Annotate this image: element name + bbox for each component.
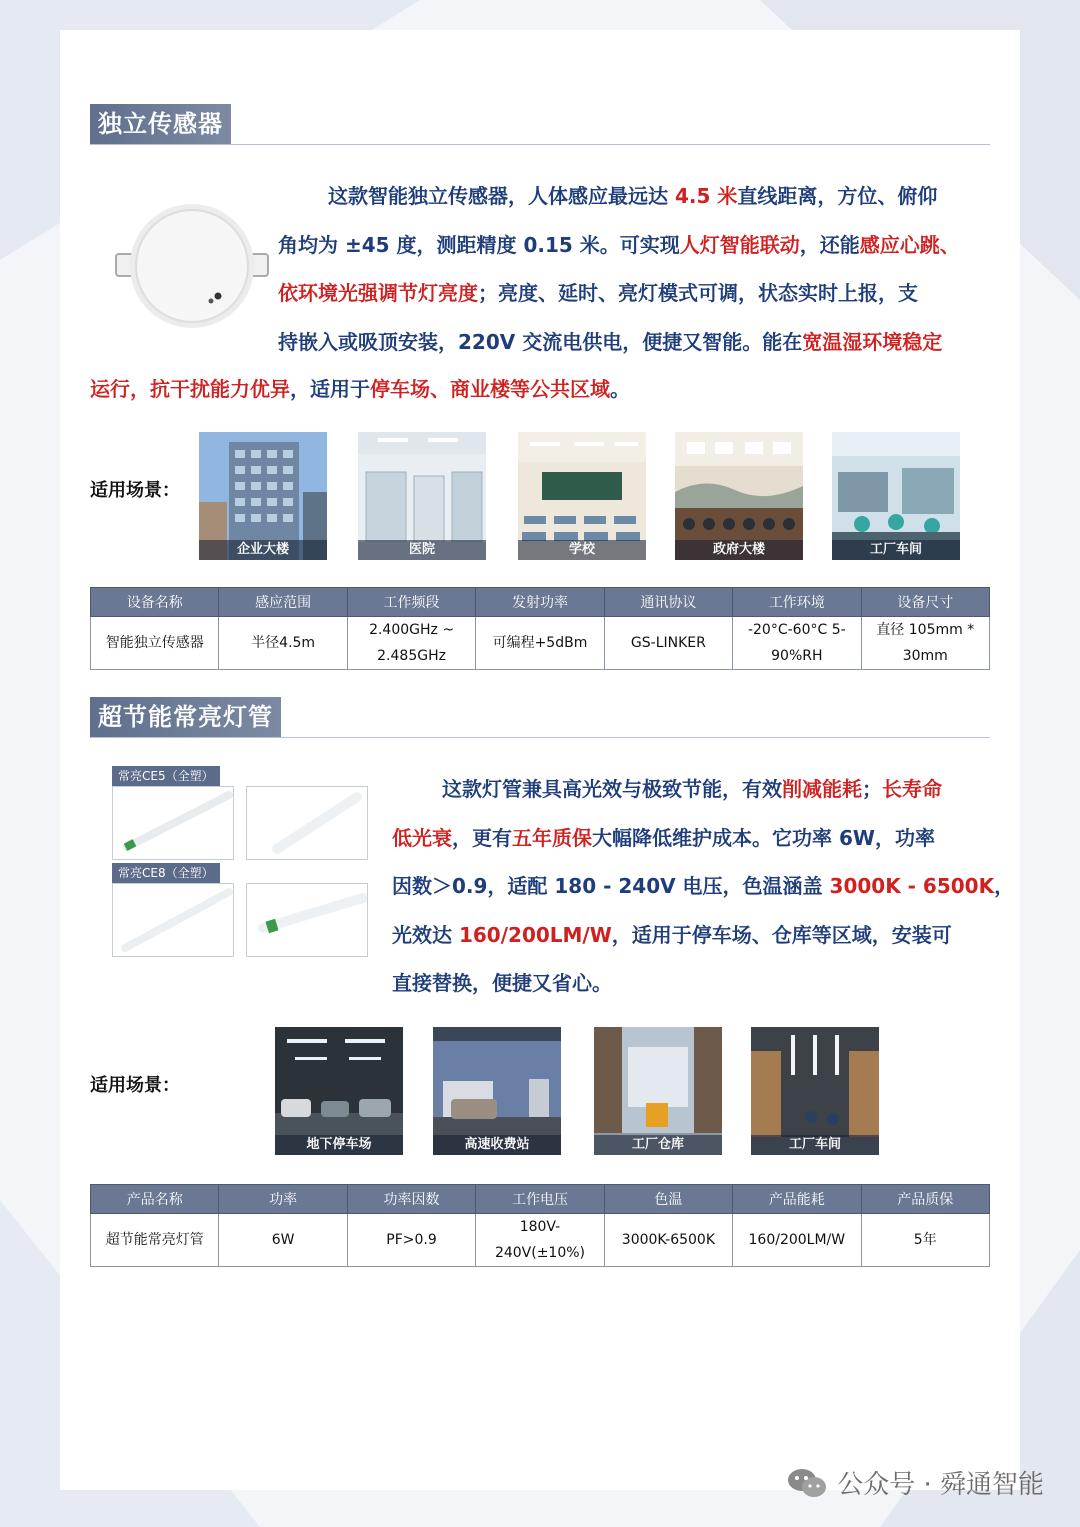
highlighted-text: 感应心跳、: [859, 232, 960, 257]
scene-caption: 学校: [518, 540, 646, 560]
highlighted-text: 宽温湿环境稳定: [802, 329, 943, 354]
scene-highway-toll-station: [433, 1027, 561, 1155]
text-segment: ；: [862, 777, 882, 801]
table-cell: 180V-240V(±10%): [476, 1214, 604, 1267]
table-header: 设备名称: [91, 588, 219, 617]
section-title-tube: 超节能常亮灯管: [90, 697, 281, 737]
section-rule: [90, 737, 990, 738]
scene-government-building: [675, 432, 803, 560]
table-header: 工作环境: [733, 588, 861, 617]
highlighted-text: 160/200LM/W: [458, 922, 612, 947]
table-header-row: [91, 1185, 990, 1214]
text-segment: ；亮度、延时、亮灯模式可调，状态实时上报，支: [478, 281, 918, 305]
scene-school: [518, 432, 646, 560]
text-segment: 因数＞0.9，适配 180 - 240V 电压，色温涵盖: [392, 874, 830, 898]
table-header: 功率因数: [347, 1185, 475, 1214]
scene-caption: 医院: [358, 540, 486, 560]
highlighted-text: 停车场、商业楼等公共区域: [370, 377, 610, 401]
scene-hospital: [358, 432, 486, 560]
scene-factory-workshop: [751, 1027, 879, 1155]
text-segment: 光效达: [392, 922, 459, 947]
tube-image: [246, 786, 368, 860]
para-line: [392, 814, 1014, 863]
table-header: 设备尺寸: [861, 588, 989, 617]
product-tag-ce8: 常亮CE8（全塑）: [112, 863, 220, 883]
wechat-icon: [787, 1466, 827, 1500]
table-header-row: [91, 588, 990, 617]
para-line: [278, 318, 960, 367]
table-cell: 6W: [219, 1214, 347, 1267]
table-cell: 5年: [861, 1214, 989, 1267]
highlighted-text: 4.5 米: [674, 184, 738, 208]
para-line: [278, 221, 960, 270]
text-segment: 大幅降低维护成本。它功率 6W，功率: [592, 825, 935, 850]
text-segment: 角均为 ±45 度，测距精度 0.15 米。可实现: [278, 232, 680, 257]
table-cell: 超节能常亮灯管: [91, 1214, 219, 1267]
table-cell: 直径 105mm * 30mm: [861, 617, 989, 670]
highlighted-text: 运行，抗干扰能力优异: [90, 377, 290, 401]
table-header: 产品质保: [861, 1185, 989, 1214]
text-segment: 这款智能独立传感器，人体感应最远达: [328, 184, 675, 208]
tube-image: [112, 883, 234, 957]
text-segment: ，适用于: [290, 377, 370, 401]
tube-spec-table: [90, 1184, 990, 1267]
para-line: [392, 959, 1014, 1008]
tube-description: [392, 765, 1014, 1008]
table-row: [91, 1214, 990, 1267]
text-segment: ，更有: [452, 825, 512, 850]
scene-label: 适用场景：: [90, 480, 180, 501]
table-header: 功率: [219, 1185, 347, 1214]
highlighted-text: 长寿命: [882, 777, 942, 801]
table-cell: -20°C-60°C 5-90%RH: [733, 617, 861, 670]
table-cell: GS-LINKER: [604, 617, 732, 670]
para-line: [392, 862, 1014, 911]
table-cell: 3000K-6500K: [604, 1214, 732, 1267]
table-cell: 可编程+5dBm: [476, 617, 604, 670]
highlighted-text: 低光衰: [392, 825, 452, 850]
table-header: 色温: [604, 1185, 732, 1214]
section-rule: [90, 144, 990, 145]
scene-caption: 地下停车场: [275, 1135, 403, 1155]
table-header: 发射功率: [476, 588, 604, 617]
product-tag-ce5: 常亮CE5（全塑）: [112, 766, 220, 786]
para-line: [392, 765, 1014, 814]
highlighted-text: 五年质保: [512, 825, 592, 850]
table-header: 工作频段: [347, 588, 475, 617]
text-segment: 这款灯管兼具高光效与极致节能，有效: [442, 777, 782, 801]
sensor-spec-table: [90, 587, 990, 670]
text-segment: ，: [994, 874, 1015, 898]
text-segment: ，还能: [799, 232, 860, 257]
table-header: 产品名称: [91, 1185, 219, 1214]
highlighted-text: 人灯智能联动: [679, 232, 800, 257]
para-line: [278, 269, 960, 318]
table-cell: 160/200LM/W: [733, 1214, 861, 1267]
text-segment: 持嵌入或吸顶安装，220V 交流电供电，便捷又智能。能在: [278, 329, 803, 354]
scene-office-building: [199, 432, 327, 560]
tube-image: [246, 883, 368, 957]
table-cell: 智能独立传感器: [91, 617, 219, 670]
scene-caption: 高速收费站: [433, 1135, 561, 1155]
scene-underground-parking: [275, 1027, 403, 1155]
table-cell: PF>0.9: [347, 1214, 475, 1267]
scene-caption: 工厂车间: [751, 1135, 879, 1155]
highlighted-text: 削减能耗: [782, 777, 862, 801]
scene-caption: 政府大楼: [675, 540, 803, 560]
table-header: 感应范围: [219, 588, 347, 617]
highlighted-text: 依环境光强调节灯亮度: [278, 281, 478, 305]
para-line: [392, 911, 1014, 960]
sensor-description-last-line: [90, 365, 630, 414]
scene-label: 适用场景：: [90, 1075, 180, 1096]
scene-caption: 企业大楼: [199, 540, 327, 560]
table-header: 工作电压: [476, 1185, 604, 1214]
section-title-sensor: 独立传感器: [90, 104, 231, 144]
text-segment: 直线距离，方位、俯仰: [737, 184, 938, 208]
text-segment: 直接替换，便捷又省心。: [392, 971, 612, 995]
table-header: 产品能耗: [733, 1185, 861, 1214]
wechat-watermark: [787, 1464, 1044, 1501]
table-cell: 2.400GHz ~ 2.485GHz: [347, 617, 475, 670]
scene-factory-warehouse: [594, 1027, 722, 1155]
para-line: [90, 365, 630, 414]
watermark-text: 公众号 · 舜通智能: [837, 1470, 1044, 1500]
scene-caption: 工厂仓库: [594, 1135, 722, 1155]
tube-image: [112, 786, 234, 860]
table-row: [91, 617, 990, 670]
sensor-product-image: [112, 204, 272, 334]
highlighted-text: 3000K - 6500K: [829, 874, 995, 898]
sensor-description: [278, 172, 960, 366]
text-segment: ，适用于停车场、仓库等区域，安装可: [611, 922, 952, 947]
table-cell: 半径4.5m: [219, 617, 347, 670]
text-segment: 。: [610, 377, 630, 401]
scene-caption: 工厂车间: [832, 540, 960, 560]
table-header: 通讯协议: [604, 588, 732, 617]
scene-factory-workshop: [832, 432, 960, 560]
para-line: [278, 172, 960, 221]
